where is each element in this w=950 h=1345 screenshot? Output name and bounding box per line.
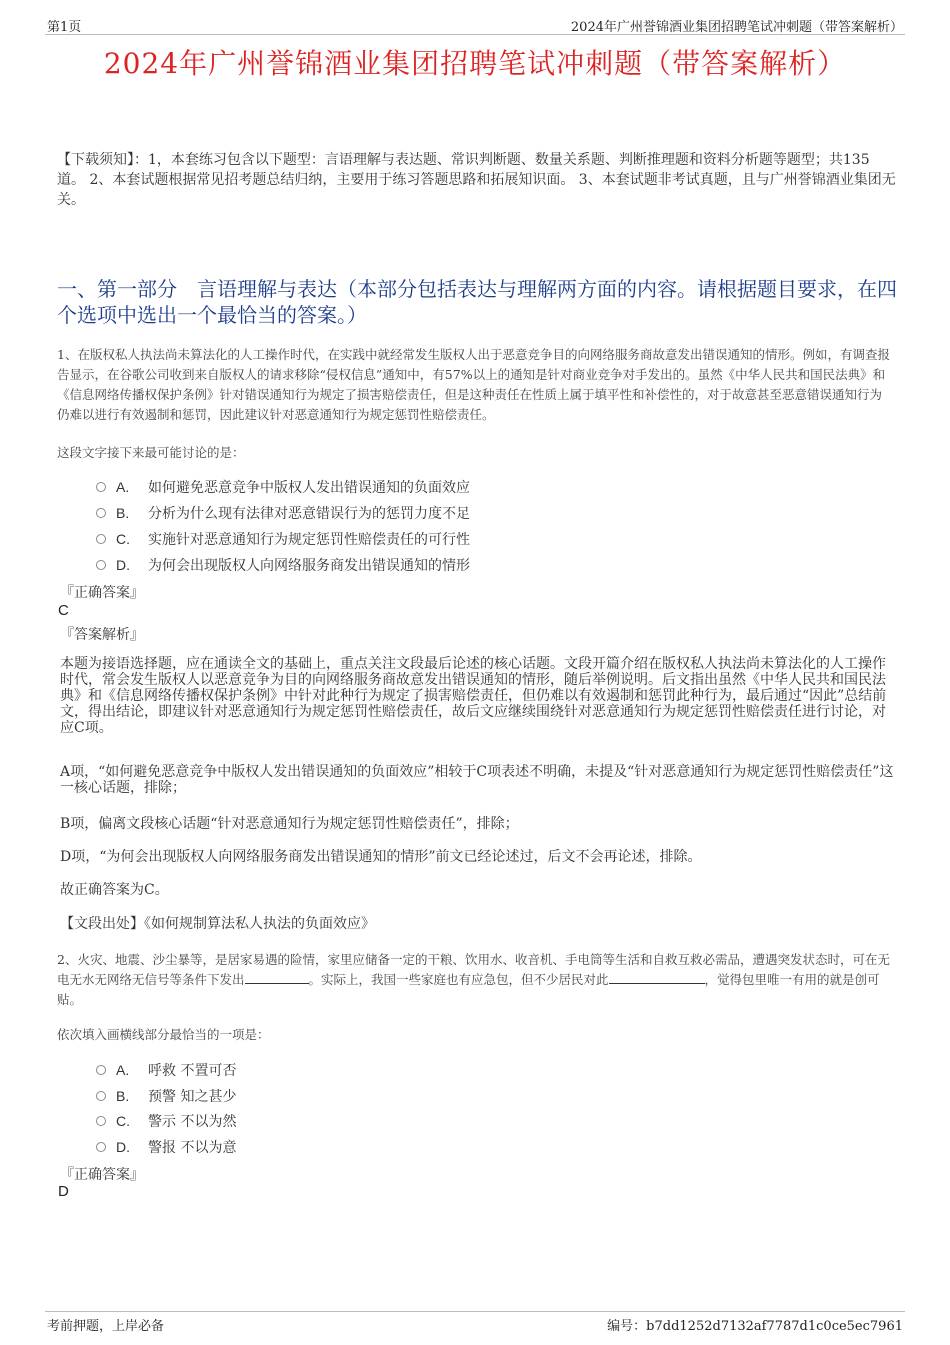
section-heading: 一、第一部分 言语理解与表达（本部分包括表达与理解两方面的内容。请根据题目要求，在四个选项中选出一个最恰当的答案。） xyxy=(57,277,897,327)
q2-option-a[interactable] xyxy=(96,1060,236,1080)
option-text: 呼救 不置可否 xyxy=(148,1063,237,1079)
page-number: 第1页 xyxy=(47,20,82,35)
radio-icon[interactable] xyxy=(96,508,106,518)
q1-passage: 1、在版权私人执法尚未算法化的人工操作时代，在实践中就经常发生版权人出于恶意竞争目的向网络服务商故意发出错误通知的情形。例如，有调查报告显示，在谷歌公司收到来自版权人的请求移除“侵权信息”通知中，有57%以上的通知是针对商业竞争对手发出的。虽然《中华人民共和国民法典》和《信息网络传播权保护条例》针对错误通知行为规定了损害赔偿责任，但是这种责任在性质上属于填平性和补偿性的，对于故意甚至恶意错误通知行为仍难以进行有效遏制和惩罚，因此建议针对恶意通知行为规定惩罚性赔偿责任。 xyxy=(57,347,890,422)
radio-icon[interactable] xyxy=(96,560,106,570)
q2-answer: D xyxy=(58,1183,69,1200)
download-notice: 【下载须知】：1，本套练习包含以下题型：言语理解与表达题、常识判断题、数量关系题、判断推理题和资料分析题等题型；共135道。 2、本套试题根据常见招考题总结归纳，主要用于练习答题思路和拓展知识面。 3、本套试题非考试真题，且与广州誉锦酒业集团无关。 xyxy=(57,152,896,208)
document-title: 2024年广州誉锦酒业集团招聘笔试冲刺题（带答案解析） xyxy=(103,47,847,80)
q1-analysis-paragraph: A项，“如何避免恶意竞争中版权人发出错误通知的负面效应”相较于C项表述不明确，未提及“针对恶意通知行为规定惩罚性赔偿责任”这一核心话题，排除； xyxy=(60,764,894,796)
option-text: 警示 不以为然 xyxy=(148,1114,237,1130)
q1-analysis-paragraph: 本题为接语选择题，应在通读全文的基础上，重点关注文段最后论述的核心话题。文段开篇介绍在版权私人执法尚未算法化的人工操作时代，常会发生版权人以恶意竞争为目的向网络服务商故意发出错误通知的情形，随后举例说明。后文指出虽然《中华人民共和国民法典》和《信息网络传播权保护条例》中针对此种行为规定了损害赔偿责任，但仍难以有效遏制和惩罚此种行为，最后通过“因此”总结前文，得出结论，即建议针对恶意通知行为规定惩罚性赔偿责任，故后文应继续围绕针对恶意通知行为规定惩罚性赔偿责任进行讨论，对应C项。 xyxy=(60,656,887,736)
q2-option-d[interactable] xyxy=(96,1137,236,1157)
radio-icon[interactable] xyxy=(96,1065,106,1075)
option-text: 警报 不以为意 xyxy=(148,1140,237,1156)
option-letter: B. xyxy=(116,1088,130,1104)
q1-answer: C xyxy=(58,602,69,619)
option-text: 如何避免恶意竞争中版权人发出错误通知的负面效应 xyxy=(148,480,470,496)
radio-icon[interactable] xyxy=(96,1116,106,1126)
fill-blank xyxy=(609,971,705,984)
option-letter: C. xyxy=(116,1113,130,1129)
header-doc-title: 2024年广州誉锦酒业集团招聘笔试冲刺题（带答案解析） xyxy=(570,20,903,35)
footer-slogan: 考前押题，上岸必备 xyxy=(47,1319,165,1334)
radio-icon[interactable] xyxy=(96,1142,106,1152)
option-letter: A. xyxy=(116,479,130,495)
option-text: 分析为什么现有法律对恶意错误行为的惩罚力度不足 xyxy=(148,506,470,522)
q1-option-d[interactable] xyxy=(96,555,470,575)
page-header xyxy=(45,12,905,35)
q2-option-c[interactable] xyxy=(96,1111,236,1131)
q1-question: 这段文字接下来最可能讨论的是： xyxy=(57,445,245,460)
option-letter: A. xyxy=(116,1062,130,1078)
option-text: 实施针对恶意通知行为规定惩罚性赔偿责任的可行性 xyxy=(148,532,470,548)
q2-passage: 2、火灾、地震、沙尘暴等，是居家易遇的险情，家里应储备一定的干粮、饮用水、收音机、手电筒等生活和自救互救必需品，遭遇突发状态时，可在无电无水无网络无信号等条件下发出 。实际上，我国一些家庭也有应急包，但不少居民对此 ，觉得包里唯一有用的就是创可贴。 xyxy=(57,952,890,1007)
radio-icon[interactable] xyxy=(96,1091,106,1101)
option-text: 为何会出现版权人向网络服务商发出错误通知的情形 xyxy=(148,558,470,574)
page-footer xyxy=(45,1311,905,1336)
q1-analysis-paragraph: B项，偏离文段核心话题“针对恶意通知行为规定惩罚性赔偿责任”，排除； xyxy=(60,816,519,832)
fill-blank xyxy=(245,971,309,984)
radio-icon[interactable] xyxy=(96,482,106,492)
q2-answer-label: 『正确答案』 xyxy=(60,1167,144,1183)
option-letter: D. xyxy=(116,557,130,573)
q1-option-a[interactable] xyxy=(96,477,470,497)
q2-option-b[interactable] xyxy=(96,1086,236,1106)
option-text: 预警 知之甚少 xyxy=(148,1089,237,1105)
q1-analysis-paragraph: 故正确答案为C。 xyxy=(60,882,169,898)
footer-doc-id: 编号：b7dd1252d7132af7787d1c0ce5ec7961 xyxy=(607,1319,903,1334)
option-letter: D. xyxy=(116,1139,130,1155)
q1-option-b[interactable] xyxy=(96,503,470,523)
option-letter: B. xyxy=(116,505,130,521)
option-letter: C. xyxy=(116,531,130,547)
radio-icon[interactable] xyxy=(96,534,106,544)
q1-analysis-label: 『答案解析』 xyxy=(60,627,144,643)
q1-analysis-paragraph: D项，“为何会出现版权人向网络服务商发出错误通知的情形”前文已经论述过，后文不会再论述，排除。 xyxy=(60,849,702,865)
q1-source: 【文段出处】《如何规制算法私人执法的负面效应》 xyxy=(60,916,375,932)
q1-answer-label: 『正确答案』 xyxy=(60,585,144,601)
q1-option-c[interactable] xyxy=(96,529,470,549)
q2-question: 依次填入画横线部分最恰当的一项是： xyxy=(57,1027,270,1042)
